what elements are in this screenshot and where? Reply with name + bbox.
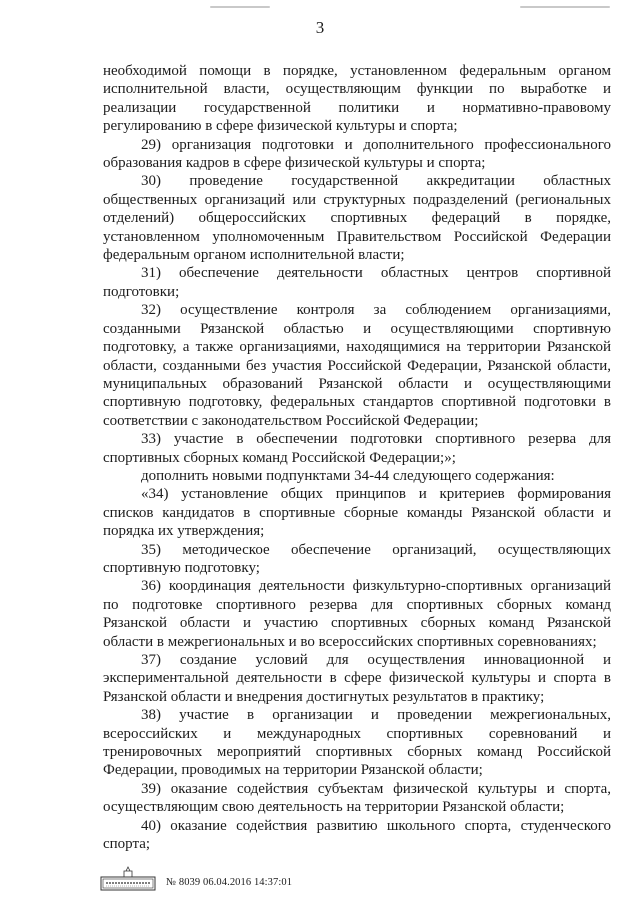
- text-line: созданными Рязанской областью и осуществляющими спортивную: [103, 320, 611, 337]
- text-line: «34) установление общих принципов и критериев формирования: [141, 486, 611, 503]
- scan-mark: [520, 6, 610, 8]
- text-line: подготовки;: [103, 283, 180, 300]
- text-line: 35) методическое обеспечение организаций, осуществляющих: [141, 541, 611, 558]
- text-line: регулированию в сфере физической культуры и спорта;: [103, 118, 458, 135]
- text-line: всероссийских и международных спортивных соревнований и: [103, 725, 611, 742]
- text-line: установленном уполномоченным Правительством Российской Федерации: [103, 228, 611, 245]
- text-line: дополнить новыми подпунктами 34-44 следующего содержания:: [141, 467, 555, 484]
- text-line: спортивную подготовку, федеральных стандартов спортивной подготовки в: [103, 394, 611, 411]
- registration-footer: [100, 866, 292, 892]
- registry-stamp-icon: [100, 866, 156, 892]
- text-line: Рязанской области и участию спортивных сборных команд Рязанской: [103, 615, 611, 632]
- text-line: 29) организация подготовки и дополнительного профессионального: [141, 136, 611, 153]
- text-line: реализации государственной политики и нормативно-правовому: [103, 99, 611, 116]
- text-line: подготовку, а также организациями, находящимися на территории Рязанской: [103, 339, 611, 356]
- text-line: соответствии с законодательством Российской Федерации;: [103, 412, 479, 429]
- text-line: 30) проведение государственной аккредитации областных: [141, 173, 611, 190]
- text-line: экспериментальной деятельности в сфере физической культуры и спорта в: [103, 670, 611, 687]
- text-line: образования кадров в сфере физической культуры и спорта;: [103, 155, 486, 172]
- text-line: области в межрегиональных и во всероссийских спортивных соревнованиях;: [103, 633, 597, 650]
- text-line: необходимой помощи в порядке, установленном федеральным органом: [103, 63, 611, 79]
- text-line: порядка их утверждения;: [103, 523, 265, 540]
- text-line: 37) создание условий для осуществления инновационной и: [141, 652, 611, 668]
- text-line: области, созданными без участия Российской Федерации, Рязанской области,: [103, 357, 611, 374]
- text-line: 33) участие в обеспечении подготовки спортивного резерва для: [141, 431, 611, 448]
- text-line: осуществляющим свою деятельность на территории Рязанской области;: [103, 799, 565, 816]
- page-number: 3: [315, 18, 325, 37]
- text-line: списков кандидатов в спортивные сборные команды Рязанской области и: [103, 504, 611, 521]
- text-line: общественных организаций или структурных подразделений (региональных: [103, 191, 611, 208]
- text-line: исполнительной власти, осуществляющим функции по выработке и: [103, 81, 611, 98]
- scan-mark: [210, 6, 270, 8]
- text-line: 40) оказание содействия развитию школьного спорта, студенческого: [141, 817, 611, 834]
- text-line: Федерации, проводимых на территории Рязанской области;: [103, 762, 483, 779]
- text-line: отделений) общероссийских спортивных федераций в порядке,: [103, 210, 611, 227]
- text-line: спорта;: [103, 836, 151, 853]
- text-line: федеральным органом исполнительной власти;: [103, 247, 405, 264]
- text-line: 31) обеспечение деятельности областных центров спортивной: [141, 265, 611, 282]
- text-line: 39) оказание содействия субъектам физической культуры и спорта,: [141, 780, 611, 797]
- text-line: спортивную подготовку;: [103, 559, 260, 576]
- text-line: спортивных сборных команд Российской Федерации;»;: [103, 449, 456, 466]
- text-line: Рязанской области и внедрения достигнутых результатов в практику;: [103, 688, 545, 705]
- registration-number: № 8039 06.04.2016 14:37:01: [166, 877, 293, 888]
- text-line: 32) осуществление контроля за соблюдением организациями,: [141, 302, 611, 319]
- text-line: тренировочных мероприятий спортивных сборных команд Российской: [103, 744, 611, 761]
- text-line: по подготовке спортивного резерва для спортивных сборных команд: [103, 596, 611, 613]
- text-line: 36) координация деятельности физкультурно-спортивных организаций: [141, 578, 611, 595]
- text-line: 38) участие в организации и проведении межрегиональных,: [141, 707, 611, 724]
- document-body: [103, 62, 611, 853]
- text-line: муниципальных образований Рязанской области и осуществляющими: [103, 375, 611, 392]
